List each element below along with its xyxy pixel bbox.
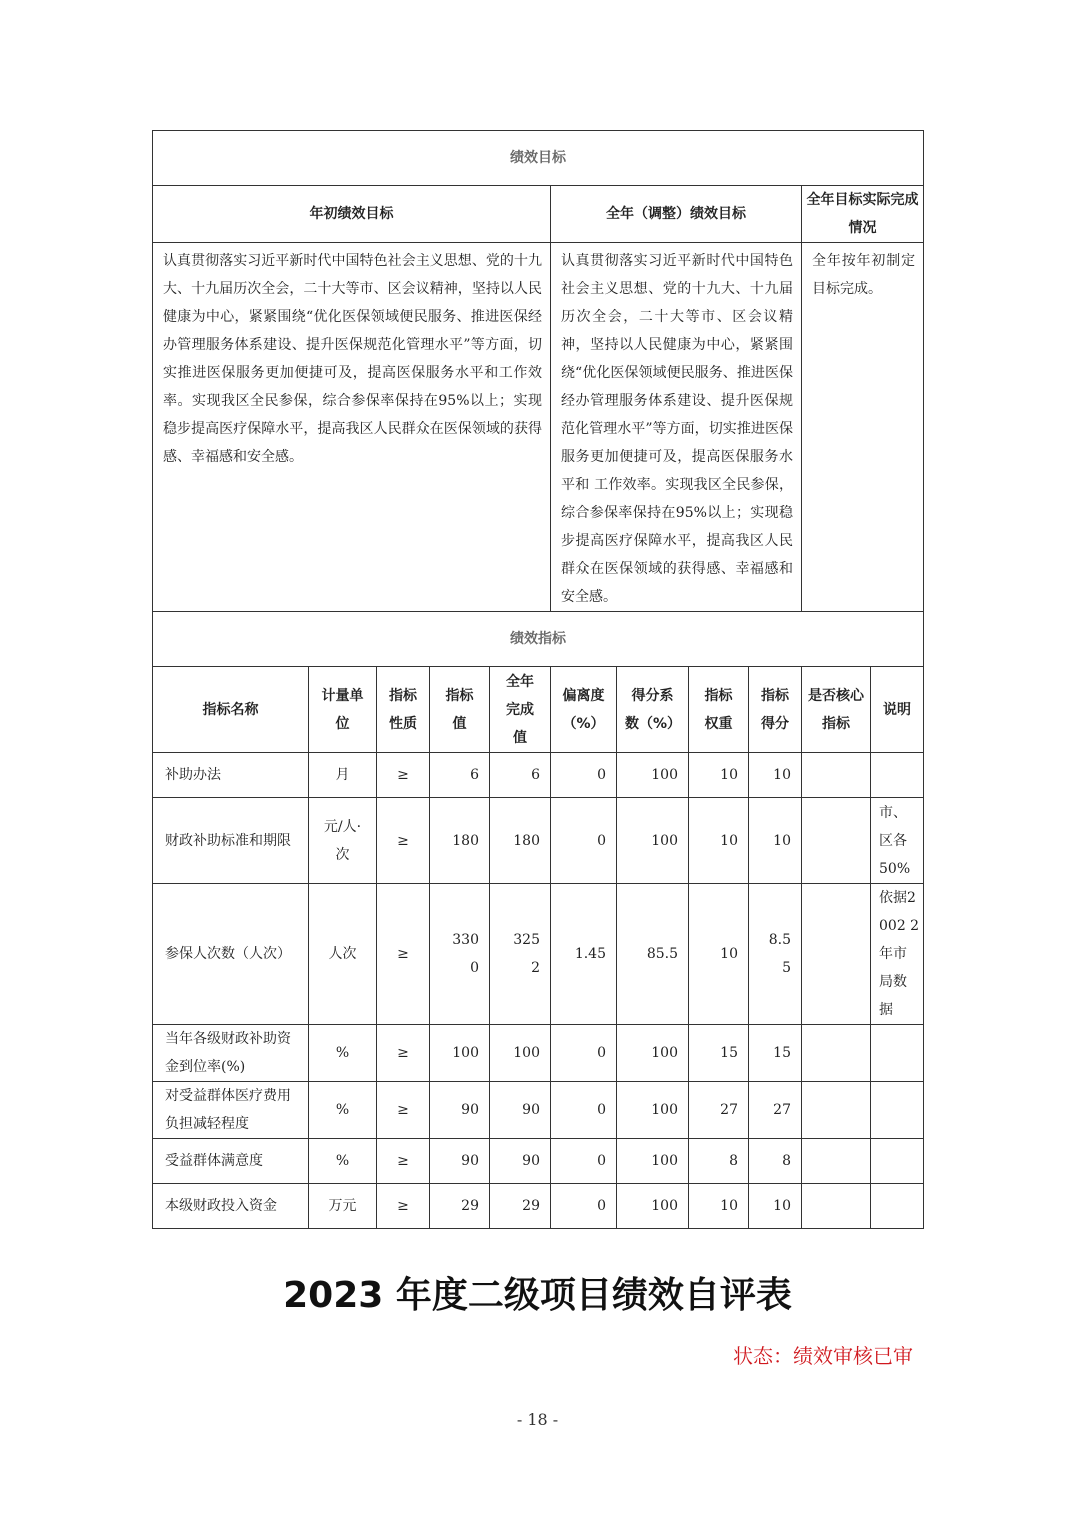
indicator-done: 90 (490, 1082, 551, 1139)
indicator-weight: 8 (689, 1139, 749, 1184)
indicator-value: 100 (430, 1025, 490, 1082)
indicator-unit: 月 (309, 753, 377, 798)
indicator-name: 对受益群体医疗费用负担减轻程度 (153, 1082, 309, 1139)
indicator-coef: 85.5 (617, 884, 689, 1025)
header-value: 指标值 (430, 667, 490, 753)
indicator-coef: 100 (617, 798, 689, 884)
indicator-nature: ≥ (377, 1184, 430, 1229)
indicator-note: 依据2002 2年市局数据 (871, 884, 924, 1025)
indicator-unit: 万元 (309, 1184, 377, 1229)
indicator-core (802, 1082, 871, 1139)
indicator-score: 8.55 (749, 884, 802, 1025)
indicator-name: 本级财政投入资金 (153, 1184, 309, 1229)
col-adjusted-goal: 全年（调整）绩效目标 (551, 186, 802, 243)
indicator-note (871, 1025, 924, 1082)
indicator-done: 6 (490, 753, 551, 798)
indicator-score: 10 (749, 1184, 802, 1229)
indicator-unit: % (309, 1025, 377, 1082)
actual-completion-text: 全年按年初制定目标完成。 (802, 243, 924, 612)
indicator-nature: ≥ (377, 1082, 430, 1139)
table-row (153, 1082, 924, 1139)
indicator-coef: 100 (617, 1082, 689, 1139)
table-row (153, 798, 924, 884)
indicator-coef: 100 (617, 1184, 689, 1229)
indicator-weight: 15 (689, 1025, 749, 1082)
indicator-deviation: 0 (551, 1139, 617, 1184)
indicator-done: 180 (490, 798, 551, 884)
indicator-nature: ≥ (377, 1025, 430, 1082)
indicator-coef: 100 (617, 1025, 689, 1082)
indicator-weight: 10 (689, 884, 749, 1025)
indicator-weight: 10 (689, 1184, 749, 1229)
indicator-name: 补助办法 (153, 753, 309, 798)
indicator-done: 90 (490, 1139, 551, 1184)
indicator-nature: ≥ (377, 1139, 430, 1184)
header-note: 说明 (871, 667, 924, 753)
indicator-name: 参保人次数（人次） (153, 884, 309, 1025)
indicator-note: 市、区各50% (871, 798, 924, 884)
indicator-unit: 人次 (309, 884, 377, 1025)
indicator-score: 10 (749, 798, 802, 884)
indicator-note (871, 1082, 924, 1139)
indicator-coef: 100 (617, 1139, 689, 1184)
indicator-value: 90 (430, 1139, 490, 1184)
goals-section-title: 绩效目标 (153, 131, 924, 186)
indicator-deviation: 0 (551, 1082, 617, 1139)
indicator-value: 3300 (430, 884, 490, 1025)
indicator-deviation: 0 (551, 798, 617, 884)
page-number: - 18 - (516, 1410, 559, 1429)
indicator-core (802, 798, 871, 884)
indicator-score: 10 (749, 753, 802, 798)
col-actual-completion: 全年目标实际完成情况 (802, 186, 924, 243)
indicator-note (871, 753, 924, 798)
indicator-note (871, 1184, 924, 1229)
indicator-done: 100 (490, 1025, 551, 1082)
table-row (153, 753, 924, 798)
initial-goal-text: 认真贯彻落实习近平新时代中国特色社会主义思想、党的十九大、十九届历次全会，二十大等市、区会议精神，坚持以人民健康为中心，紧紧围绕“优化医保领域便民服务、推进医保经办管理服务体系建设、提升医保规范化管理水平”等方面，切实推进医保服务更加便捷可及，提高医保服务水平和工作效率。实现我区全民参保，综合参保率保持在95%以上；实现稳步提高医疗保障水平，提高我区人民群众在医保领域的获得感、幸福感和安全感。 (153, 243, 551, 612)
header-core: 是否核心指标 (802, 667, 871, 753)
indicator-done: 29 (490, 1184, 551, 1229)
indicator-weight: 10 (689, 798, 749, 884)
indicator-name: 财政补助标准和期限 (153, 798, 309, 884)
indicator-core (802, 753, 871, 798)
performance-table (152, 130, 924, 1229)
indicator-nature: ≥ (377, 753, 430, 798)
header-coef: 得分系数（%） (617, 667, 689, 753)
indicator-deviation: 1.45 (551, 884, 617, 1025)
indicator-deviation: 0 (551, 1184, 617, 1229)
table-row (153, 1139, 924, 1184)
indicator-coef: 100 (617, 753, 689, 798)
indicator-core (802, 1184, 871, 1229)
indicator-deviation: 0 (551, 1025, 617, 1082)
indicator-core (802, 1139, 871, 1184)
indicator-deviation: 0 (551, 753, 617, 798)
header-deviation: 偏离度（%） (551, 667, 617, 753)
header-name: 指标名称 (153, 667, 309, 753)
indicator-value: 6 (430, 753, 490, 798)
indicator-weight: 27 (689, 1082, 749, 1139)
indicator-unit: % (309, 1082, 377, 1139)
indicator-weight: 10 (689, 753, 749, 798)
table-row (153, 884, 924, 1025)
col-initial-goal: 年初绩效目标 (153, 186, 551, 243)
header-nature: 指标性质 (377, 667, 430, 753)
indicator-done: 3252 (490, 884, 551, 1025)
header-score: 指标得分 (749, 667, 802, 753)
indicator-core (802, 884, 871, 1025)
indicator-score: 15 (749, 1025, 802, 1082)
header-done: 全年完成值 (490, 667, 551, 753)
indicators-section-title: 绩效指标 (153, 612, 924, 667)
indicator-unit: 元/人·次 (309, 798, 377, 884)
indicator-name: 当年各级财政补助资金到位率(%) (153, 1025, 309, 1082)
header-weight: 指标权重 (689, 667, 749, 753)
table-row (153, 1025, 924, 1082)
indicator-unit: % (309, 1139, 377, 1184)
table-row (153, 1184, 924, 1229)
indicator-name: 受益群体满意度 (153, 1139, 309, 1184)
indicator-nature: ≥ (377, 884, 430, 1025)
indicator-value: 180 (430, 798, 490, 884)
status-badge: 状态：绩效审核已审 (733, 1344, 913, 1368)
indicator-score: 27 (749, 1082, 802, 1139)
indicator-core (802, 1025, 871, 1082)
adjusted-goal-text: 认真贯彻落实习近平新时代中国特色社会主义思想、党的十九大、十九届历次全会，二十大等市、区会议精神，坚持以人民健康为中心，紧紧围绕“优化医保领域便民服务、推进医保经办管理服务体系建设、提升医保规范化管理水平”等方面，切实推进医保服务更加便捷可及，提高医保服务水平和 工作效率。实现我区全民参保，综合参保率保持在95%以上；实现稳步提高医疗保障水平，提高我区人民群众在医保领域的获得感、幸福感和安全感。 (551, 243, 802, 612)
indicator-value: 29 (430, 1184, 490, 1229)
page-title: 2023 年度二级项目绩效自评表 (283, 1275, 792, 1316)
header-unit: 计量单位 (309, 667, 377, 753)
indicator-score: 8 (749, 1139, 802, 1184)
indicator-nature: ≥ (377, 798, 430, 884)
indicator-value: 90 (430, 1082, 490, 1139)
indicator-note (871, 1139, 924, 1184)
